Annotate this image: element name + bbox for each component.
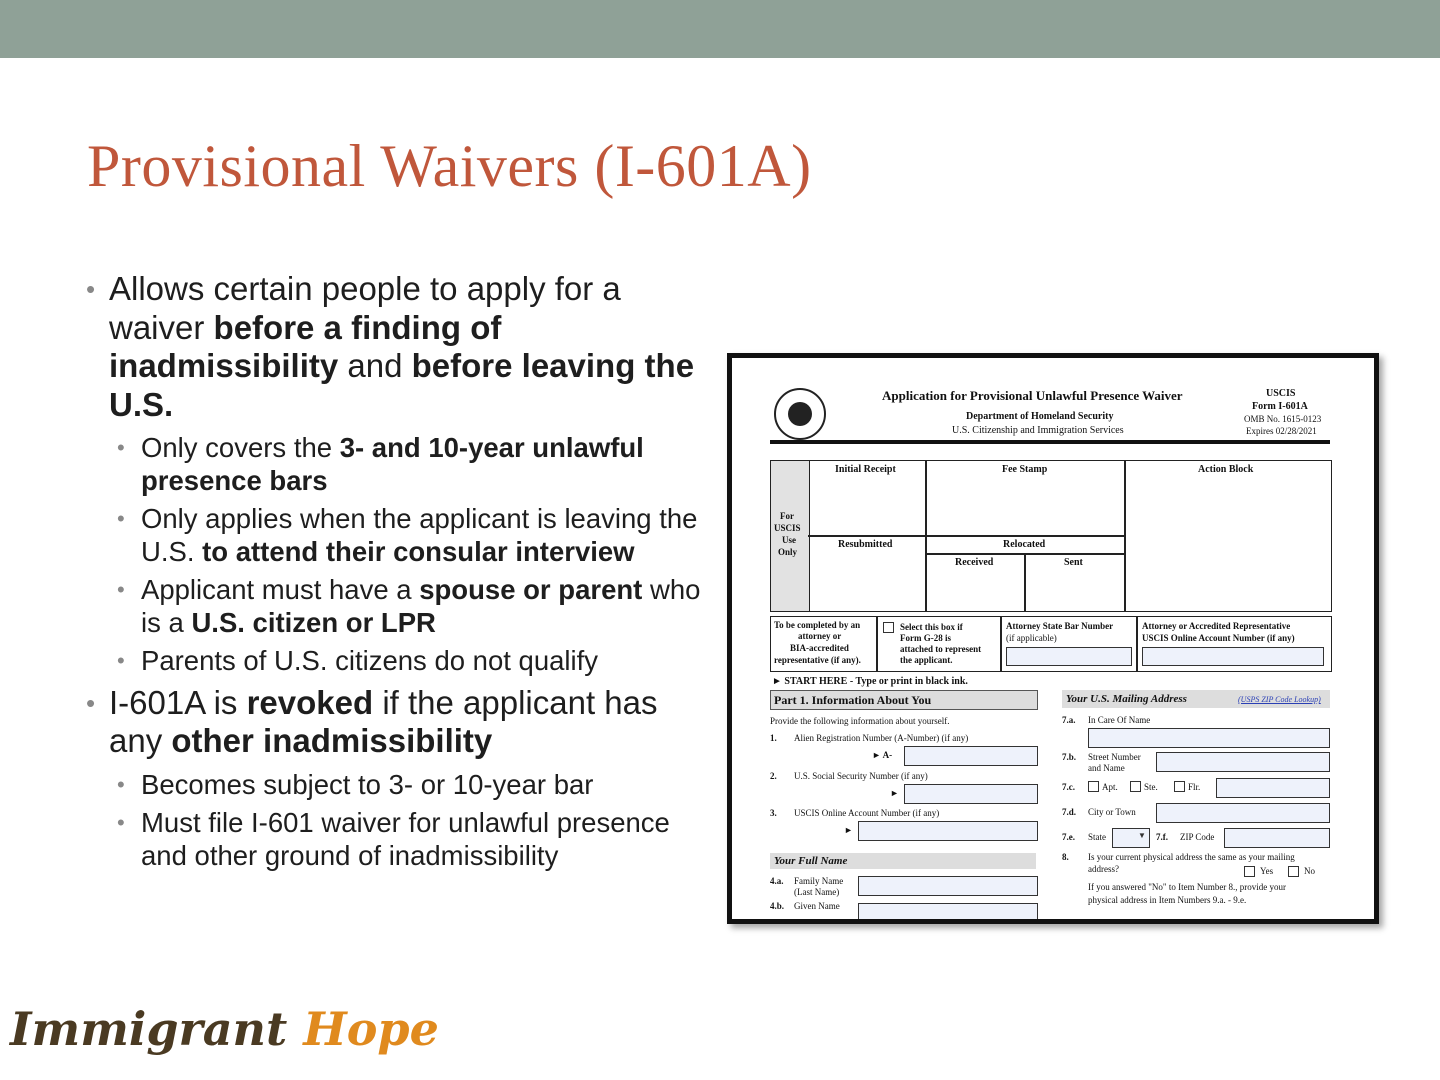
sent-label: Sent: [1064, 557, 1083, 568]
acct-number-label: Attorney or Accredited Representative: [1142, 621, 1291, 631]
immigrant-hope-logo: [10, 1002, 439, 1056]
header-rule: [770, 440, 1330, 444]
attorney-text: To be completed by an: [774, 620, 861, 630]
item-number: 7.d.: [1062, 807, 1077, 817]
online-acct-arrow-icon: ►: [844, 825, 853, 835]
item-number: 8.: [1062, 852, 1069, 862]
given-name-label: Given Name: [794, 901, 840, 911]
form-agency: U.S. Citizenship and Immigration Services: [952, 425, 1124, 436]
same-address-question: Is your current physical address the same as your mailing: [1088, 852, 1295, 862]
bullet-bold: other inadmissibility: [171, 722, 493, 759]
uscis-use-text: Only: [778, 547, 798, 557]
ssn-field[interactable]: [904, 784, 1038, 804]
bullet-text: if the applicant has any: [109, 683, 658, 759]
street-field[interactable]: [1156, 752, 1330, 772]
logo-part2: Hope: [303, 1002, 439, 1056]
divider: [876, 616, 878, 672]
item-number: 4.b.: [770, 901, 785, 911]
bullet-text: I-601A is: [109, 683, 247, 721]
received-label: Received: [955, 557, 994, 568]
no-label: No: [1304, 866, 1315, 876]
sub-bullet-spouse: [86, 574, 706, 639]
logo-part1: Immigrant: [10, 1002, 288, 1056]
full-name-title: Your Full Name: [774, 855, 848, 867]
bullet-dot: •: [117, 506, 125, 531]
g28-text: attached to represent: [900, 644, 982, 654]
no-checkbox[interactable]: [1288, 866, 1299, 877]
family-name-label: (Last Name): [794, 887, 840, 897]
bullet-dot: •: [117, 771, 125, 797]
bullet-dot: •: [117, 810, 125, 835]
bullet-text: Parents of U.S. citizens do not qualify: [141, 645, 599, 676]
item-number: 7.f.: [1156, 832, 1168, 842]
form-uscis: USCIS: [1266, 388, 1296, 399]
note-text: physical address in Item Numbers 9.a. - 9.e.: [1088, 895, 1247, 905]
sub-bullet-interview: [86, 503, 706, 568]
attorney-text: attorney or: [798, 631, 842, 641]
bullet-bold: 3- and 10-year unlawful presence bars: [141, 432, 644, 496]
street-label: Street Number: [1088, 752, 1141, 762]
a-prefix-text: A-: [882, 750, 893, 760]
bullet-bold: revoked: [246, 683, 374, 721]
apt-checkbox[interactable]: [1088, 781, 1099, 792]
bullet-revoked: [86, 684, 706, 761]
form-title: Application for Provisional Unlawful Presence Waiver: [882, 388, 1183, 403]
zip-lookup-link[interactable]: (USPS ZIP Code Lookup): [1238, 695, 1321, 704]
acct-number-label: USCIS Online Account Number (if any): [1142, 633, 1295, 643]
start-here-label: START HERE - Type or print in black ink.: [784, 676, 968, 687]
ssn-label: U.S. Social Security Number (if any): [794, 771, 928, 781]
item-number: 7.e.: [1062, 832, 1075, 842]
apt-label: Apt.: [1102, 782, 1118, 792]
seal-eagle-icon: [788, 402, 812, 426]
uscis-use-text: For: [780, 511, 794, 521]
bullet-dot: •: [117, 577, 125, 602]
item-number: 7.a.: [1062, 715, 1076, 725]
sub-bullet-i601: [86, 807, 706, 872]
form-omb: OMB No. 1615-0123: [1244, 414, 1322, 424]
bullet-list: [86, 270, 706, 878]
flr-checkbox[interactable]: [1174, 781, 1185, 792]
given-name-field[interactable]: [858, 903, 1038, 923]
note-text: If you answered "No" to Item Number 8., provide your: [1088, 882, 1287, 892]
bullet-dot: •: [86, 687, 96, 718]
slide-title: Provisional Waivers (I-601A): [87, 133, 812, 199]
family-name-field[interactable]: [858, 876, 1038, 896]
bullet-dot: •: [117, 435, 125, 460]
resubmitted-label: Resubmitted: [838, 539, 893, 550]
a-number-prefix: ► A-: [872, 750, 893, 760]
in-care-of-field[interactable]: [1088, 728, 1330, 748]
form-expires: Expires 02/28/2021: [1246, 426, 1317, 436]
yes-label: Yes: [1260, 866, 1274, 876]
item-number: 7.c.: [1062, 782, 1075, 792]
in-care-of-label: In Care Of Name: [1088, 715, 1151, 725]
form-number: Form I-601A: [1252, 401, 1308, 412]
state-label: State: [1088, 832, 1106, 842]
item-number: 4.a.: [770, 876, 784, 886]
part1-title: Part 1. Information About You: [774, 693, 932, 707]
divider: [1136, 616, 1138, 672]
if-applicable-label: (if applicable): [1006, 633, 1057, 643]
sub-bullet-bars: [86, 432, 706, 497]
bullet-allows: [86, 270, 706, 424]
bullet-text: and: [338, 347, 412, 384]
zip-label: ZIP Code: [1180, 832, 1215, 842]
chevron-down-icon[interactable]: ▼: [1138, 831, 1146, 840]
g28-text: the applicant.: [900, 655, 953, 665]
uscis-use-text: Use: [782, 535, 796, 545]
city-field[interactable]: [1156, 803, 1330, 823]
acct-number-field[interactable]: [1142, 647, 1324, 666]
bullet-bold: to attend their consular interview: [202, 535, 635, 567]
fee-stamp-label: Fee Stamp: [1002, 464, 1048, 475]
same-address-question: address?: [1088, 864, 1119, 874]
bullet-bold: spouse or parent: [419, 574, 643, 605]
form-dept: Department of Homeland Security: [966, 411, 1114, 422]
yes-checkbox[interactable]: [1244, 866, 1255, 877]
bar-number-label: Attorney State Bar Number: [1006, 621, 1114, 631]
item-number: 1.: [770, 733, 777, 743]
bullet-bold: before leaving the U.S.: [109, 347, 695, 423]
bullet-dot: •: [86, 274, 96, 304]
bullet-text: Must file I-601 waiver for unlawful presence and other ground of inadmissibility: [141, 807, 670, 871]
a-number-field[interactable]: [904, 746, 1038, 766]
mailing-title: Your U.S. Mailing Address: [1066, 693, 1187, 705]
zip-field[interactable]: [1224, 828, 1330, 848]
divider: [808, 535, 1126, 537]
online-acct-field[interactable]: [858, 821, 1038, 841]
provide-text: Provide the following information about yourself.: [770, 716, 950, 726]
item-number: 2.: [770, 771, 777, 781]
street-label: and Name: [1088, 763, 1125, 773]
bullet-text: Becomes subject to 3- or 10-year bar: [141, 768, 594, 800]
dhs-seal-icon: [774, 388, 826, 440]
flr-label: Flr.: [1188, 782, 1201, 792]
ssn-arrow-icon: ►: [890, 788, 899, 798]
city-label: City or Town: [1088, 807, 1136, 817]
item-number: 7.b.: [1062, 752, 1077, 762]
bullet-text: Only applies when the applicant is leaving the U.S.: [141, 503, 698, 567]
g28-checkbox[interactable]: [883, 622, 894, 633]
divider: [1000, 616, 1002, 672]
bullet-dot: •: [117, 648, 125, 673]
uscis-use-text: USCIS: [774, 523, 801, 533]
apt-number-field[interactable]: [1216, 778, 1330, 798]
sub-bullet-parents: [86, 645, 706, 678]
bullet-bold: U.S. citizen or LPR: [191, 606, 436, 638]
bullet-text: Allows certain people to apply for a waiver: [109, 270, 621, 346]
attorney-text: BIA-accredited: [790, 643, 849, 653]
form-image: [727, 353, 1379, 924]
a-number-label: Alien Registration Number (A-Number) (if any): [794, 733, 969, 743]
bar-number-field[interactable]: [1006, 647, 1132, 666]
attorney-text: representative (if any).: [774, 655, 861, 665]
g28-text: Form G-28 is: [900, 633, 951, 643]
g28-text: Select this box if: [900, 622, 963, 632]
bullet-text: who is a: [141, 574, 701, 638]
item-number: 3.: [770, 808, 777, 818]
action-block-label: Action Block: [1198, 464, 1254, 475]
divider: [1024, 553, 1026, 612]
relocated-label: Relocated: [1003, 539, 1046, 550]
bullet-text: Only covers the: [141, 432, 340, 463]
family-name-label: Family Name: [794, 876, 844, 886]
ste-checkbox[interactable]: [1130, 781, 1141, 792]
initial-receipt-label: Initial Receipt: [835, 464, 896, 475]
sub-bullet-subject: [86, 769, 706, 802]
bullet-bold: before a finding of inadmissibility: [109, 308, 502, 384]
bullet-text: Applicant must have a: [141, 574, 420, 605]
top-banner: [0, 0, 1440, 58]
start-here-text: ► START HERE - Type or print in black ink.: [772, 676, 968, 687]
ste-label: Ste.: [1144, 782, 1158, 792]
online-acct-label: USCIS Online Account Number (if any): [794, 808, 940, 818]
